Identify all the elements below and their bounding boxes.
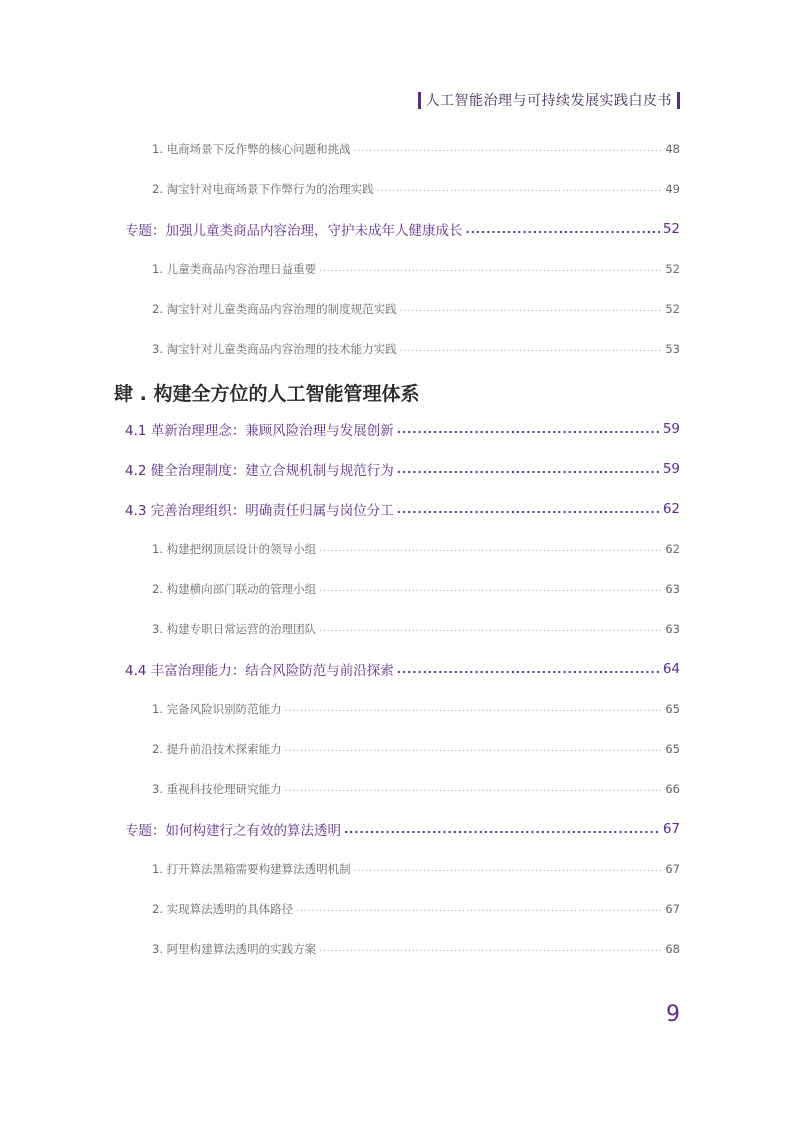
toc-entry[interactable] (152, 579, 680, 599)
toc-section-entry[interactable] (125, 219, 680, 239)
toc-entry-page: 64 (662, 661, 680, 677)
dot-leader (285, 785, 663, 794)
toc-entry-title: 4.1 革新治理理念：兼顾风险治理与发展创新 (125, 423, 394, 439)
toc-entry[interactable] (152, 539, 680, 559)
dot-leader (319, 585, 662, 594)
dot-leader (285, 705, 663, 714)
toc-entry-page: 59 (662, 421, 680, 437)
toc-entry-title: 1. 完备风险识别防范能力 (152, 702, 282, 716)
toc-entry-page: 65 (665, 702, 680, 716)
toc-section-entry[interactable] (125, 819, 680, 839)
toc-entry-title: 3. 构建专职日常运营的治理团队 (152, 622, 317, 636)
dot-leader (344, 824, 660, 835)
dot-leader (400, 305, 663, 314)
dot-leader (319, 545, 662, 554)
toc-section-entry[interactable] (125, 419, 680, 439)
toc-entry[interactable] (152, 619, 680, 639)
toc-entry[interactable] (152, 699, 680, 719)
toc-entry-page: 67 (662, 821, 680, 837)
header-title: 人工智能治理与可持续发展实践白皮书 (425, 93, 672, 109)
dot-leader (377, 185, 663, 194)
toc-entry-page: 52 (662, 221, 680, 237)
toc-entry-page: 67 (665, 902, 680, 916)
toc-entry-title: 4.4 丰富治理能力：结合风险防范与前沿探索 (125, 663, 394, 679)
header-right-bar (677, 92, 680, 109)
dot-leader (354, 865, 663, 874)
toc-entry-page: 49 (665, 182, 680, 196)
toc-entry-page: 53 (665, 342, 680, 356)
toc-entry-title: 3. 淘宝针对儿童类商品内容治理的技术能力实践 (152, 342, 397, 356)
toc-entry-page: 68 (665, 942, 680, 956)
header-left-bar (418, 92, 421, 109)
toc-section-entry[interactable] (125, 499, 680, 519)
toc-entry[interactable] (152, 259, 680, 279)
toc-entry[interactable] (152, 339, 680, 359)
toc-entry-title: 2. 淘宝针对儿童类商品内容治理的制度规范实践 (152, 302, 397, 316)
page-number: 9 (666, 1002, 680, 1027)
toc-entry-title: 4.2 健全治理制度：建立合规机制与规范行为 (125, 463, 394, 479)
toc-entry-title: 1. 构建把纲顶层设计的领导小组 (152, 542, 317, 556)
toc-entry-page: 52 (665, 262, 680, 276)
toc-entry-page: 52 (665, 302, 680, 316)
dot-leader (319, 265, 662, 274)
toc-entry[interactable] (152, 939, 680, 959)
toc-entry[interactable] (152, 899, 680, 919)
toc-entry-page: 67 (665, 862, 680, 876)
dot-leader (397, 664, 660, 675)
toc-entry-title: 3. 重视科技伦理研究能力 (152, 782, 282, 796)
dot-leader (400, 345, 663, 354)
dot-leader (397, 464, 660, 475)
toc-entry-page: 66 (665, 782, 680, 796)
toc-entry-page: 62 (662, 501, 680, 517)
toc-entry-page: 63 (665, 622, 680, 636)
toc-entry-page: 63 (665, 582, 680, 596)
toc-entry[interactable] (152, 299, 680, 319)
toc-entry[interactable] (152, 859, 680, 879)
toc-entry-title: 专题：如何构建行之有效的算法透明 (125, 823, 341, 839)
dot-leader (285, 745, 663, 754)
toc-entry-title: 3. 阿里构建算法透明的实践方案 (152, 942, 317, 956)
toc-entry-title: 1. 儿童类商品内容治理日益重要 (152, 262, 317, 276)
toc-entry-page: 48 (665, 142, 680, 156)
toc-section-entry[interactable] (125, 659, 680, 679)
toc-entry-title: 专题：加强儿童类商品内容治理，守护未成年人健康成长 (125, 223, 463, 239)
dot-leader (319, 625, 662, 634)
chapter-heading: 肆 . 构建全方位的人工智能管理体系 (114, 383, 420, 405)
toc-entry[interactable] (152, 139, 680, 159)
toc-entry-page: 65 (665, 742, 680, 756)
dot-leader (466, 224, 660, 235)
dot-leader (397, 424, 660, 435)
toc-entry-title: 1. 打开算法黑箱需要构建算法透明机制 (152, 862, 351, 876)
toc-entry-page: 62 (665, 542, 680, 556)
toc-entry[interactable] (152, 179, 680, 199)
toc-entry-title: 2. 提升前沿技术探索能力 (152, 742, 282, 756)
toc-entry-title: 2. 淘宝针对电商场景下作弊行为的治理实践 (152, 182, 374, 196)
toc-entry[interactable] (152, 739, 680, 759)
toc-section-entry[interactable] (125, 459, 680, 479)
toc-entry-title: 4.3 完善治理组织：明确责任归属与岗位分工 (125, 503, 394, 519)
dot-leader (296, 905, 662, 914)
dot-leader (354, 145, 663, 154)
toc-entry-title: 1. 电商场景下反作弊的核心问题和挑战 (152, 142, 351, 156)
dot-leader (319, 945, 662, 954)
toc-entry-title: 2. 实现算法透明的具体路径 (152, 902, 294, 916)
running-header (418, 91, 681, 109)
toc-entry-page: 59 (662, 461, 680, 477)
toc-entry-title: 2. 构建横向部门联动的管理小组 (152, 582, 317, 596)
dot-leader (397, 504, 660, 515)
toc-entry[interactable] (152, 779, 680, 799)
